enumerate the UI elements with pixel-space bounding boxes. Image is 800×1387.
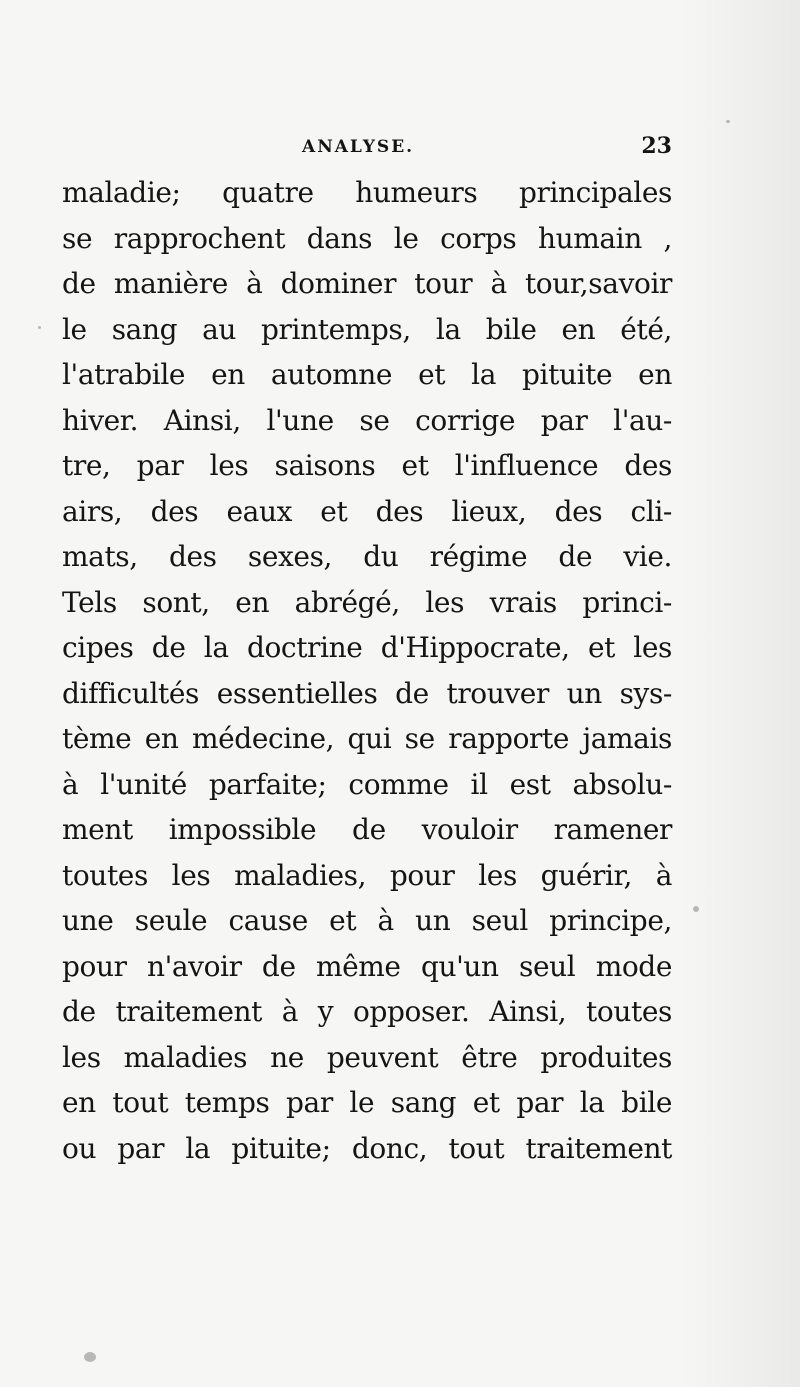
text-line: ou par la pituite; donc, tout traitement (62, 1131, 672, 1165)
text-line: ment impossible de vouloir ramener (62, 813, 672, 846)
text-line: une seule cause et à un seul principe, (62, 904, 672, 937)
text-line: pour n'avoir de même qu'un seul mode (62, 949, 672, 983)
running-head (62, 133, 672, 163)
text-line: Tels sont, en abrégé, les vrais princi- (62, 585, 672, 619)
text-line: difficultés essentielles de trouver un sys- (62, 676, 672, 710)
page-edge-shadow (680, 0, 800, 1387)
text-line: à l'unité parfaite; comme il est absolu- (62, 767, 672, 801)
text-line: se rapprochent dans le corps humain , (62, 221, 672, 255)
paper-speck (693, 906, 699, 912)
text-line: toutes les maladies, pour les guérir, à (62, 858, 672, 892)
text-line: hiver. Ainsi, l'une se corrige par l'au- (62, 403, 672, 437)
paper-speck (38, 326, 41, 329)
text-line: les maladies ne peuvent être produites (62, 1040, 672, 1074)
text-line: le sang au printemps, la bile en été, (62, 312, 672, 346)
text-line: tème en médecine, qui se rapporte jamais (62, 722, 672, 755)
text-line: en tout temps par le sang et par la bile (62, 1086, 672, 1119)
text-line: maladie; quatre humeurs principales (62, 176, 672, 209)
text-line: de manière à dominer tour à tour,savoir (62, 267, 672, 300)
text-line: cipes de la doctrine d'Hippocrate, et les (62, 631, 672, 664)
text-line: l'atrabile en automne et la pituite en (62, 358, 672, 391)
body-text (62, 170, 672, 1171)
text-line: de traitement à y opposer. Ainsi, toutes (62, 995, 672, 1028)
running-title: ANALYSE. (302, 137, 415, 157)
page-number: 23 (641, 133, 672, 159)
text-line: tre, par les saisons et l'influence des (62, 449, 672, 482)
text-line: mats, des sexes, du régime de vie. (62, 540, 672, 573)
paper-speck (726, 120, 730, 123)
text-line: airs, des eaux et des lieux, des cli- (62, 494, 672, 528)
paper-speck (84, 1352, 96, 1362)
